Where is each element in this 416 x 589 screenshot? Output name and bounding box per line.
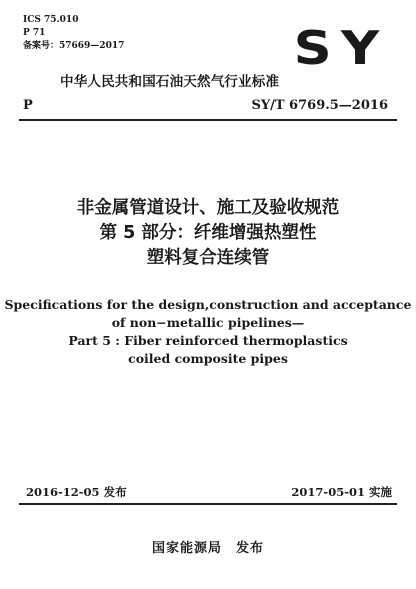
- industry-standard-heading: 中华人民共和国石油天然气行业标准: [60, 74, 280, 90]
- title-cn-line-2: 第 5 部分：纤维增强热塑性: [99, 223, 317, 243]
- title-en-line-4: coiled composite pipes: [128, 351, 288, 366]
- publisher: 国家能源局 发布: [151, 541, 264, 556]
- classification-code: P: [23, 98, 33, 113]
- title-en-line-3: Part 5 : Fiber reinforced thermoplastics: [68, 333, 348, 348]
- implementation-date: 2017-05-01 实施: [291, 485, 392, 499]
- category-code: P 71: [23, 28, 46, 38]
- standard-number: SY/T 6769.5—2016: [251, 98, 388, 113]
- bottom-divider: [19, 503, 397, 505]
- sy-logo: SY: [293, 21, 388, 75]
- title-en-line-2: of non−metallic pipelines—: [111, 315, 305, 330]
- ics-code: ICS 75.010: [23, 15, 79, 25]
- title-en-line-1: Specifications for the design,construction and acceptance: [4, 297, 412, 312]
- issue-date: 2016-12-05 发布: [26, 485, 127, 499]
- title-cn-line-3: 塑料复合连续管: [146, 248, 270, 268]
- record-number: 备案号：57669—2017: [23, 41, 125, 51]
- title-cn-line-1: 非金属管道设计、施工及验收规范: [76, 198, 340, 218]
- top-divider: [19, 119, 397, 121]
